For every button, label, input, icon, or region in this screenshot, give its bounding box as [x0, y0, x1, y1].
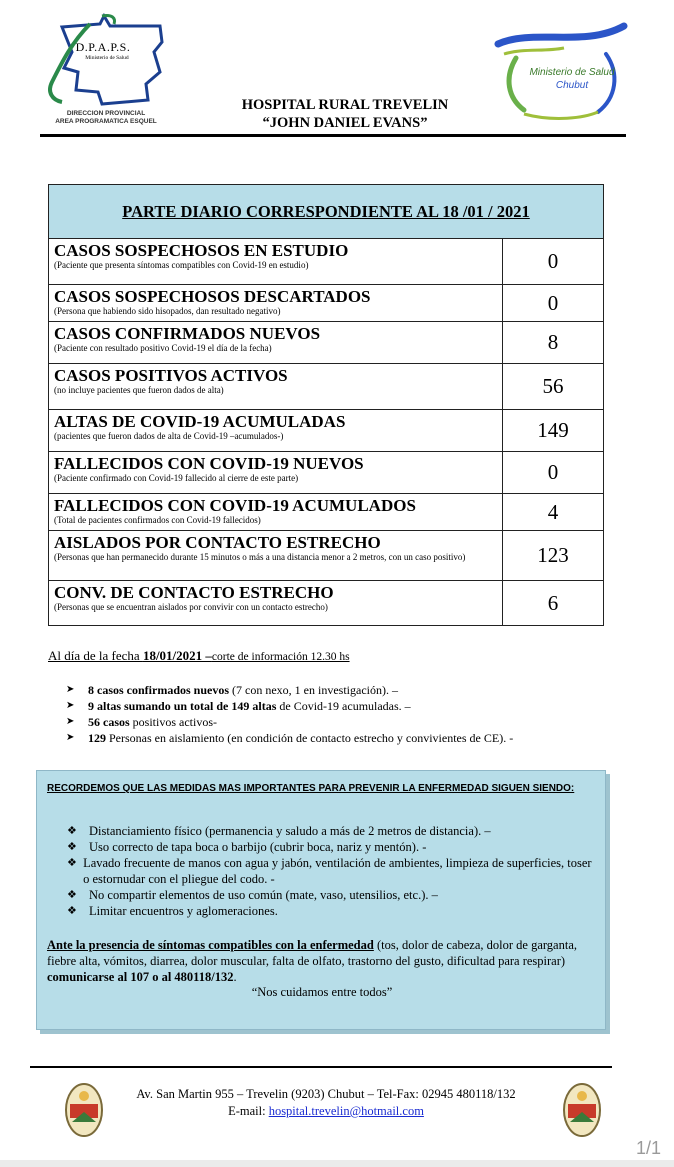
prevention-title: RECORDEMOS QUE LAS MEDIDAS MAS IMPORTANTES PARA PREVENIR LA ENFERMEDAD SIGUEN SIENDO:	[47, 783, 575, 794]
table-row	[49, 285, 603, 322]
row-label-cell	[49, 322, 503, 363]
ministerio-title	[518, 66, 626, 92]
row-label-cell	[49, 364, 503, 409]
list-item	[67, 887, 597, 903]
measure-text: Uso correcto de tapa boca o barbijo (cubrir boca, nariz y mentón). -	[89, 840, 427, 854]
row-title: AISLADOS POR CONTACTO ESTRECHO	[54, 533, 381, 552]
list-item	[66, 730, 626, 746]
row-label-cell	[49, 581, 503, 625]
row-title: CASOS CONFIRMADOS NUEVOS	[54, 324, 321, 343]
list-item	[67, 855, 597, 887]
row-value: 6	[547, 590, 559, 615]
report-title-cell	[49, 185, 603, 239]
row-value: 56	[542, 374, 564, 398]
row-value: 0	[547, 460, 559, 484]
bullet-rest: (7 con nexo, 1 en investigación). –	[229, 683, 398, 697]
footer-address: Av. San Martin 955 – Trevelin (9203) Chubut – Tel-Fax: 02945 480118/132	[136, 1087, 516, 1101]
bullet-rest: de Covid-19 acumuladas. –	[276, 699, 411, 713]
bullet-bold: 9 altas sumando un total de 149 altas	[88, 699, 277, 713]
table-row	[49, 531, 603, 581]
row-title: CASOS SOSPECHOSOS EN ESTUDIO	[54, 241, 349, 260]
table-row	[49, 581, 603, 625]
footer-divider	[30, 1066, 612, 1068]
ministerio-line-2: Chubut	[555, 80, 589, 91]
bullet-rest: Personas en aislamiento (en condición de contacto estrecho y convivientes de CE). -	[106, 731, 514, 745]
row-description: (Paciente confirmado con Covid-19 fallecido al cierre de este parte)	[54, 473, 299, 483]
table-row	[49, 494, 603, 531]
bullet-bold: 129	[88, 731, 106, 745]
caption-line-2: AREA PROGRAMATICA ESQUEL	[55, 118, 157, 125]
diamond-bullet-icon: ❖	[67, 889, 77, 901]
slogan: “Nos cuidamos entre todos”	[251, 985, 393, 999]
row-title: ALTAS DE COVID-19 ACUMULADAS	[54, 412, 346, 431]
row-description: (Paciente con resultado positivo Covid-19 el día de la fecha)	[54, 343, 272, 353]
trevelin-crest-icon-right	[562, 1082, 602, 1138]
row-label-cell	[49, 285, 503, 321]
arrow-bullet-icon: ➤	[66, 684, 75, 695]
caption-line-1: DIRECCION PROVINCIAL	[66, 110, 146, 117]
symptoms-list: (tos, dolor de cabeza, dolor de garganta, fiebre alta, vómitos, diarrea, dolor muscular, falta de olfato, trastorno del gusto, dificultad para respirar)	[47, 938, 578, 968]
table-row	[49, 364, 603, 410]
row-label-cell	[49, 410, 503, 451]
summary-heading	[48, 648, 350, 664]
row-description: (Total de pacientes confirmados con Covid-19 fallecidos)	[54, 515, 261, 525]
bullet-rest: positivos activos-	[129, 715, 217, 729]
bullet-text	[88, 730, 513, 746]
prevention-box	[36, 770, 606, 1030]
row-description: (Paciente que presenta síntomas compatibles con Covid-19 en estudio)	[54, 260, 309, 270]
header-divider	[40, 134, 626, 137]
diamond-bullet-icon: ❖	[67, 841, 77, 853]
diamond-bullet-icon: ❖	[67, 857, 77, 869]
list-item	[67, 823, 597, 839]
row-value: 0	[547, 290, 559, 315]
bullet-bold: 8 casos confirmados nuevos	[88, 683, 230, 697]
row-title: CASOS SOSPECHOSOS DESCARTADOS	[54, 287, 371, 306]
email-link[interactable]: hospital.trevelin@hotmail.com	[268, 1104, 424, 1118]
summary-date: 18/01/2021 –	[142, 648, 212, 663]
dpaps-subtitle: Ministerio de Salud	[85, 55, 129, 61]
row-description: (Personas que se encuentran aislados por convivir con un contacto estrecho)	[54, 602, 328, 612]
direccion-provincial-caption	[40, 110, 172, 126]
table-row	[49, 239, 603, 285]
symptoms-lead: Ante la presencia de síntomas compatibles con la enfermedad	[47, 938, 374, 952]
arrow-bullet-icon: ➤	[66, 700, 75, 711]
dpaps-acronym: D.P.A.P.S.	[75, 40, 131, 54]
email-label: E-mail:	[228, 1104, 269, 1118]
prevention-list	[67, 823, 597, 919]
row-label-cell	[49, 494, 503, 530]
bullet-bold: 56 casos	[88, 715, 130, 729]
province-map-icon	[42, 12, 172, 112]
row-label-cell	[49, 452, 503, 493]
viewer-bottom-bar	[0, 1160, 674, 1167]
summary-prefix: Al día de la fecha	[48, 648, 143, 663]
page-indicator: 1/1	[636, 1138, 662, 1158]
bullet-text	[88, 698, 411, 714]
list-item	[66, 698, 626, 714]
arrow-bullet-icon: ➤	[66, 716, 75, 727]
symptoms-paragraph	[47, 937, 599, 985]
row-title: FALLECIDOS CON COVID-19 ACUMULADOS	[54, 496, 416, 515]
diamond-bullet-icon: ❖	[67, 825, 77, 837]
measure-text: Distanciamiento físico (permanencia y saludo a más de 2 metros de distancia). –	[89, 824, 491, 838]
footer-contact	[104, 1086, 548, 1120]
list-item	[67, 903, 597, 919]
row-value: 8	[547, 330, 559, 354]
report-title: PARTE DIARIO CORRESPONDIENTE AL 18 /01 / 2021	[122, 201, 530, 221]
diamond-bullet-icon: ❖	[67, 905, 77, 917]
list-item	[66, 682, 626, 698]
summary-bullets	[66, 682, 626, 746]
hospital-name	[200, 96, 490, 132]
row-description: (pacientes que fueron dados de alta de Covid-19 –acumulados-)	[54, 431, 284, 441]
hospital-line-1: HOSPITAL RURAL TREVELIN	[241, 97, 449, 113]
trevelin-crest-icon	[64, 1082, 104, 1138]
row-label-cell	[49, 239, 503, 284]
row-description: (no incluye pacientes que fueron dados de alta)	[54, 385, 224, 395]
row-value: 123	[537, 543, 569, 567]
row-value: 0	[547, 249, 559, 273]
table-row	[49, 452, 603, 494]
daily-report-table	[48, 184, 604, 626]
hospital-line-2: “JOHN DANIEL EVANS”	[262, 115, 428, 131]
measure-text: No compartir elementos de uso común (mate, vaso, utensilios, etc.). –	[89, 888, 438, 902]
row-label-cell	[49, 531, 503, 580]
symptoms-end: .	[233, 970, 237, 984]
list-item	[67, 839, 597, 855]
row-title: CONV. DE CONTACTO ESTRECHO	[54, 583, 334, 602]
document-header	[0, 0, 674, 140]
row-title: FALLECIDOS CON COVID-19 NUEVOS	[54, 454, 364, 473]
list-item	[66, 714, 626, 730]
bullet-text	[88, 682, 398, 698]
table-row	[49, 410, 603, 452]
row-description: (Personas que han permanecido durante 15 minutos o más a una distancia menor a 2 metros, con un caso positivo)	[54, 552, 466, 562]
table-row	[49, 322, 603, 364]
arrow-bullet-icon: ➤	[66, 732, 75, 743]
measure-text: Limitar encuentros y aglomeraciones.	[89, 904, 278, 918]
row-description: (Persona que habiendo sido hisopados, dan resultado negativo)	[54, 306, 281, 316]
bullet-text	[88, 714, 217, 730]
row-title: CASOS POSITIVOS ACTIVOS	[54, 366, 288, 385]
row-value: 149	[537, 418, 569, 442]
contact-numbers: comunicarse al 107 o al 480118/132	[47, 970, 234, 984]
ministerio-line-1: Ministerio de Salud	[529, 67, 615, 78]
measure-text: Lavado frecuente de manos con agua y jabón, ventilación de ambientes, limpieza de superficies, toser o estornudar con el pliegue del codo. -	[83, 856, 592, 886]
summary-cutoff: corte de información 12.30 hs	[211, 651, 350, 663]
row-value: 4	[547, 499, 559, 524]
footer-email-line	[104, 1103, 548, 1120]
